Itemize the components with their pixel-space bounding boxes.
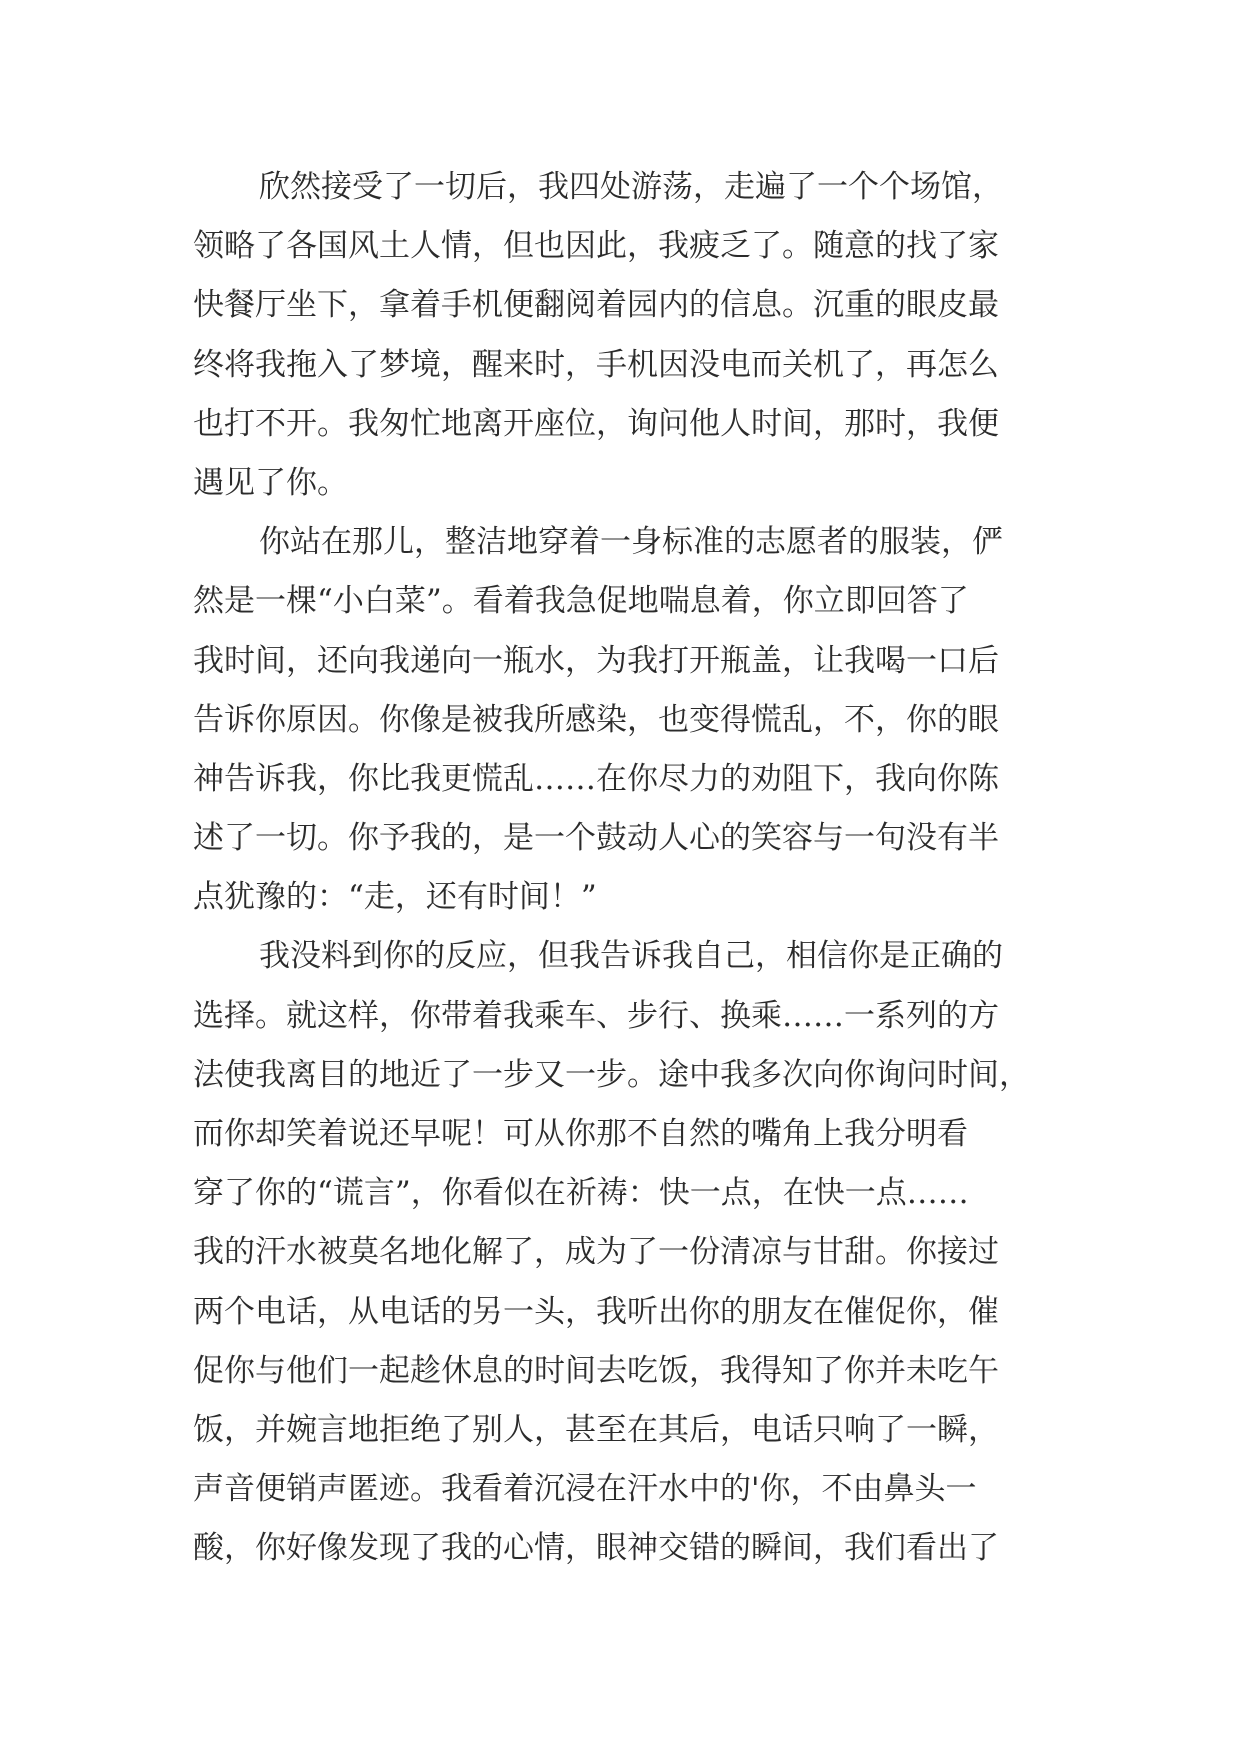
text-line: 声音便销声匿迹。我看着沉浸在汗水中的'你，不由鼻头一 [193, 1471, 977, 1508]
text-line: 欣然接受了一切后，我四处游荡，走遍了一个个场馆， [259, 169, 1003, 205]
text-line: 我时间，还向我递向一瓶水，为我打开瓶盖，让我喝一口后 [193, 642, 999, 679]
text-line: 选择。就这样，你带着我乘车、步行、换乘……一系列的方 [193, 997, 999, 1034]
text-line: 告诉你原因。你像是被我所感染，也变得慌乱，不，你的眼 [193, 701, 999, 738]
essay-body [193, 158, 1073, 1579]
text-line: 点犹豫的：“走，还有时间！” [193, 879, 597, 916]
text-line: 你站在那儿，整洁地穿着一身标准的志愿者的服装，俨 [259, 524, 1003, 561]
text-line: 快餐厅坐下，拿着手机便翻阅着园内的信息。沉重的眼皮最 [193, 287, 999, 324]
text-line: 神告诉我，你比我更慌乱……在你尽力的劝阻下，我向你陈 [193, 760, 999, 797]
text-line: 法使我离目的地近了一步又一步。途中我多次向你询问时间， [193, 1056, 1030, 1093]
text-line: 终将我拖入了梦境，醒来时，手机因没电而关机了，再怎么 [193, 346, 999, 383]
text-line: 然是一棵“小白菜”。看着我急促地喘息着，你立即回答了 [193, 583, 969, 620]
text-line: 领略了各国风土人情，但也因此，我疲乏了。随意的找了家 [193, 228, 999, 265]
text-line: 遇见了你。 [193, 464, 348, 501]
text-line: 我的汗水被莫名地化解了，成为了一份清凉与甘甜。你接过 [193, 1234, 999, 1271]
text-line: 述了一切。你予我的，是一个鼓动人心的笑容与一句没有半 [193, 820, 999, 857]
text-line: 也打不开。我匆忙地离开座位，询问他人时间，那时，我便 [193, 405, 999, 442]
text-line: 促你与他们一起趁休息的时间去吃饭，我得知了你并未吃午 [193, 1352, 999, 1389]
text-line: 穿了你的“谎言”，你看似在祈祷：快一点，在快一点…… [193, 1175, 969, 1212]
text-line: 两个电话，从电话的另一头，我听出你的朋友在催促你，催 [193, 1293, 999, 1330]
text-line: 而你却笑着说还早呢！可从你那不自然的嘴角上我分明看 [193, 1116, 968, 1152]
text-line: 我没料到你的反应，但我告诉我自己，相信你是正确的 [259, 938, 1003, 975]
text-line: 饭，并婉言地拒绝了别人，甚至在其后，电话只响了一瞬， [193, 1411, 999, 1448]
text-line: 酸，你好像发现了我的心情，眼神交错的瞬间，我们看出了 [193, 1530, 999, 1567]
